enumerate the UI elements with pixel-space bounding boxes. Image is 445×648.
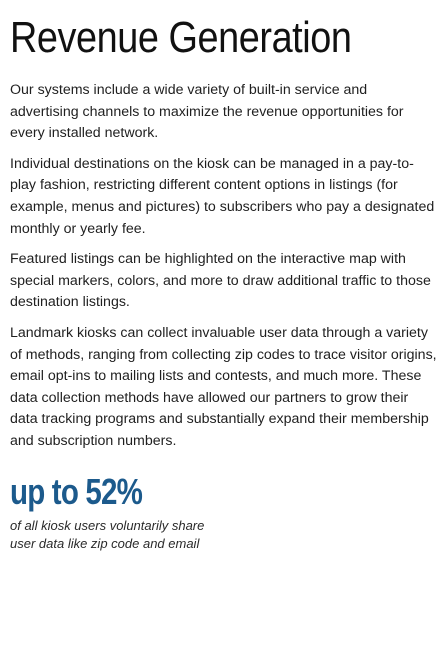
- page-title: Revenue Generation: [10, 13, 352, 62]
- document-page: [10, 0, 438, 554]
- stat-caption: [10, 517, 438, 554]
- body-text: [10, 80, 438, 453]
- paragraph-2: Individual destinations on the kiosk can be managed in a pay-to-play fashion, restricting different content options in listings (for example, menus and pictures) to subscribers who pay a designated monthly or yearly fee.: [10, 155, 435, 237]
- stat-caption-line-1: of all kiosk users voluntarily share: [10, 517, 205, 533]
- paragraph-4: Landmark kiosks can collect invaluable user data through a variety of methods, ranging from collecting zip codes to trace visitor origins, email opt-ins to mailing lists and contests, and much more. These data collection methods have allowed our partners to grow their data tracking programs and substantially expand their membership and subscription numbers.: [10, 324, 437, 449]
- stat-caption-line-2: user data like zip code and email: [10, 536, 200, 551]
- stat-value: up to 52%: [10, 470, 143, 512]
- paragraph-1: Our systems include a wide variety of built-in service and advertising channels to maximize the revenue opportunities for every installed network.: [10, 82, 404, 142]
- stat-callout: [10, 470, 438, 554]
- paragraph-3: Featured listings can be highlighted on the interactive map with special markers, colors, and more to draw additional traffic to those destination listings.: [10, 251, 431, 311]
